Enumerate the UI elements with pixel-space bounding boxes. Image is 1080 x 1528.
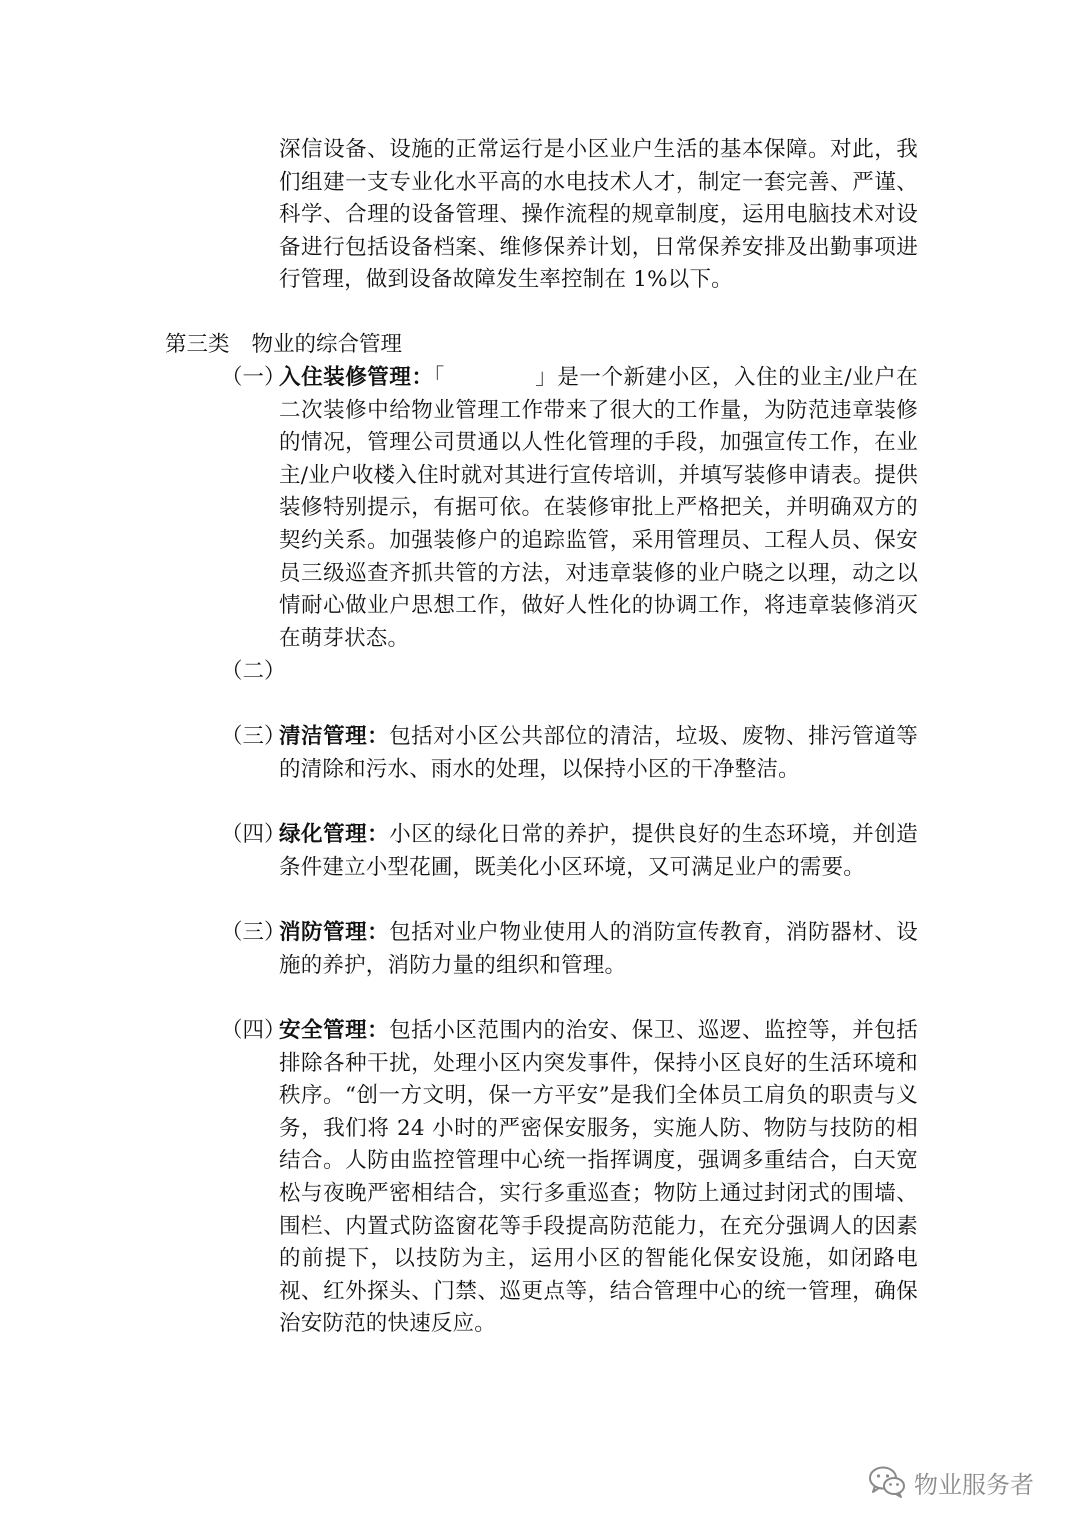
item-security bbox=[221, 1015, 921, 1345]
item-text: 小区的绿化日常的养护，提供良好的生态环境，并创造条件建立小型花圃，既美化小区环境，又可满足业户的需要。 bbox=[279, 822, 918, 880]
close-bracket: 」 bbox=[534, 365, 558, 390]
item-title: 绿化管理： bbox=[279, 822, 390, 847]
item-cleaning bbox=[221, 721, 921, 787]
item-text: 是一个新建小区，入住的业主/业户在二次装修中给物业管理工作带来了很大的工作量，为防范违章装修的情况，管理公司贯通以人性化管理的手段，加强宣传工作，在业主/业户收楼入住时就对其进行宣传培训，并填写装修申请表。提供装修特别提示，有据可依。在装修审批上严格把关，并明确双方的契约关系。加强装修户的追踪监管，采用管理员、工程人员、保安员三级巡查齐抓共管的方法，对违章装修的业户晓之以理，动之以情耐心做业户思想工作，做好人性化的协调工作，将违章装修消灭在萌芽状态。 bbox=[279, 365, 918, 651]
watermark bbox=[868, 1462, 1034, 1502]
section-heading bbox=[165, 329, 402, 362]
item-title: 清洁管理： bbox=[279, 724, 390, 749]
item-number: （二） bbox=[221, 659, 286, 684]
item-title: 入住装修管理： bbox=[279, 365, 434, 390]
item-move-in-renovation bbox=[221, 362, 921, 662]
item-number: （四） bbox=[221, 1018, 286, 1043]
item-number: （三） bbox=[221, 724, 286, 749]
open-bracket: 「 bbox=[433, 365, 445, 390]
section-title: 物业的综合管理 bbox=[251, 332, 403, 357]
wechat-icon bbox=[868, 1465, 906, 1499]
item-number: （三） bbox=[221, 920, 286, 945]
section-label: 第三类 bbox=[165, 332, 230, 357]
item-empty bbox=[221, 656, 921, 689]
watermark-text: 物业服务者 bbox=[914, 1470, 1034, 1499]
item-text: 包括对小区公共部位的清洁，垃圾、废物、排污管道等的清除和污水、雨水的处理，以保持小区的干净整洁。 bbox=[279, 724, 918, 782]
item-fire-safety bbox=[221, 917, 921, 983]
item-title: 安全管理： bbox=[279, 1018, 390, 1043]
intro-paragraph: 深信设备、设施的正常运行是小区业户生活的基本保障。对此，我们组建一支专业化水平高的水电技术人才，制定一套完善、严谨、科学、合理的设备管理、操作流程的规章制度，运用电脑技术对设备进行包括设备档案、维修保养计划，日常保养安排及出勤事项进行管理，做到设备故障发生率控制在 1%以下。 bbox=[279, 137, 918, 293]
item-number: （四） bbox=[221, 822, 286, 847]
item-number: （一） bbox=[221, 365, 286, 390]
item-title: 消防管理： bbox=[279, 920, 390, 945]
item-text: 包括小区范围内的治安、保卫、巡逻、监控等，并包括排除各种干扰，处理小区内突发事件，保持小区良好的生活环境和秩序。“创一方文明，保一方平安”是我们全体员工肩负的职责与义务，我们将 24 小时的严密保安服务，实施人防、物防与技防的相结合。人防由监控管理中心统一指挥调度，强调多重结合，白天宽松与夜晚严密相结合，实行多重巡查；物防上通过封闭式的围墙、围栏、内置式防盗窗花等手段提高防范能力，在充分强调人的因素的前提下，以技防为主，运用小区的智能化保安设施，如闭路电视、红外探头、门禁、巡更点等，结合管理中心的统一管理，确保治安防范的快速反应。 bbox=[279, 1018, 918, 1337]
item-text: 包括对业户物业使用人的消防宣传教育，消防器材、设施的养护，消防力量的组织和管理。 bbox=[279, 920, 918, 978]
item-greening bbox=[221, 819, 921, 885]
